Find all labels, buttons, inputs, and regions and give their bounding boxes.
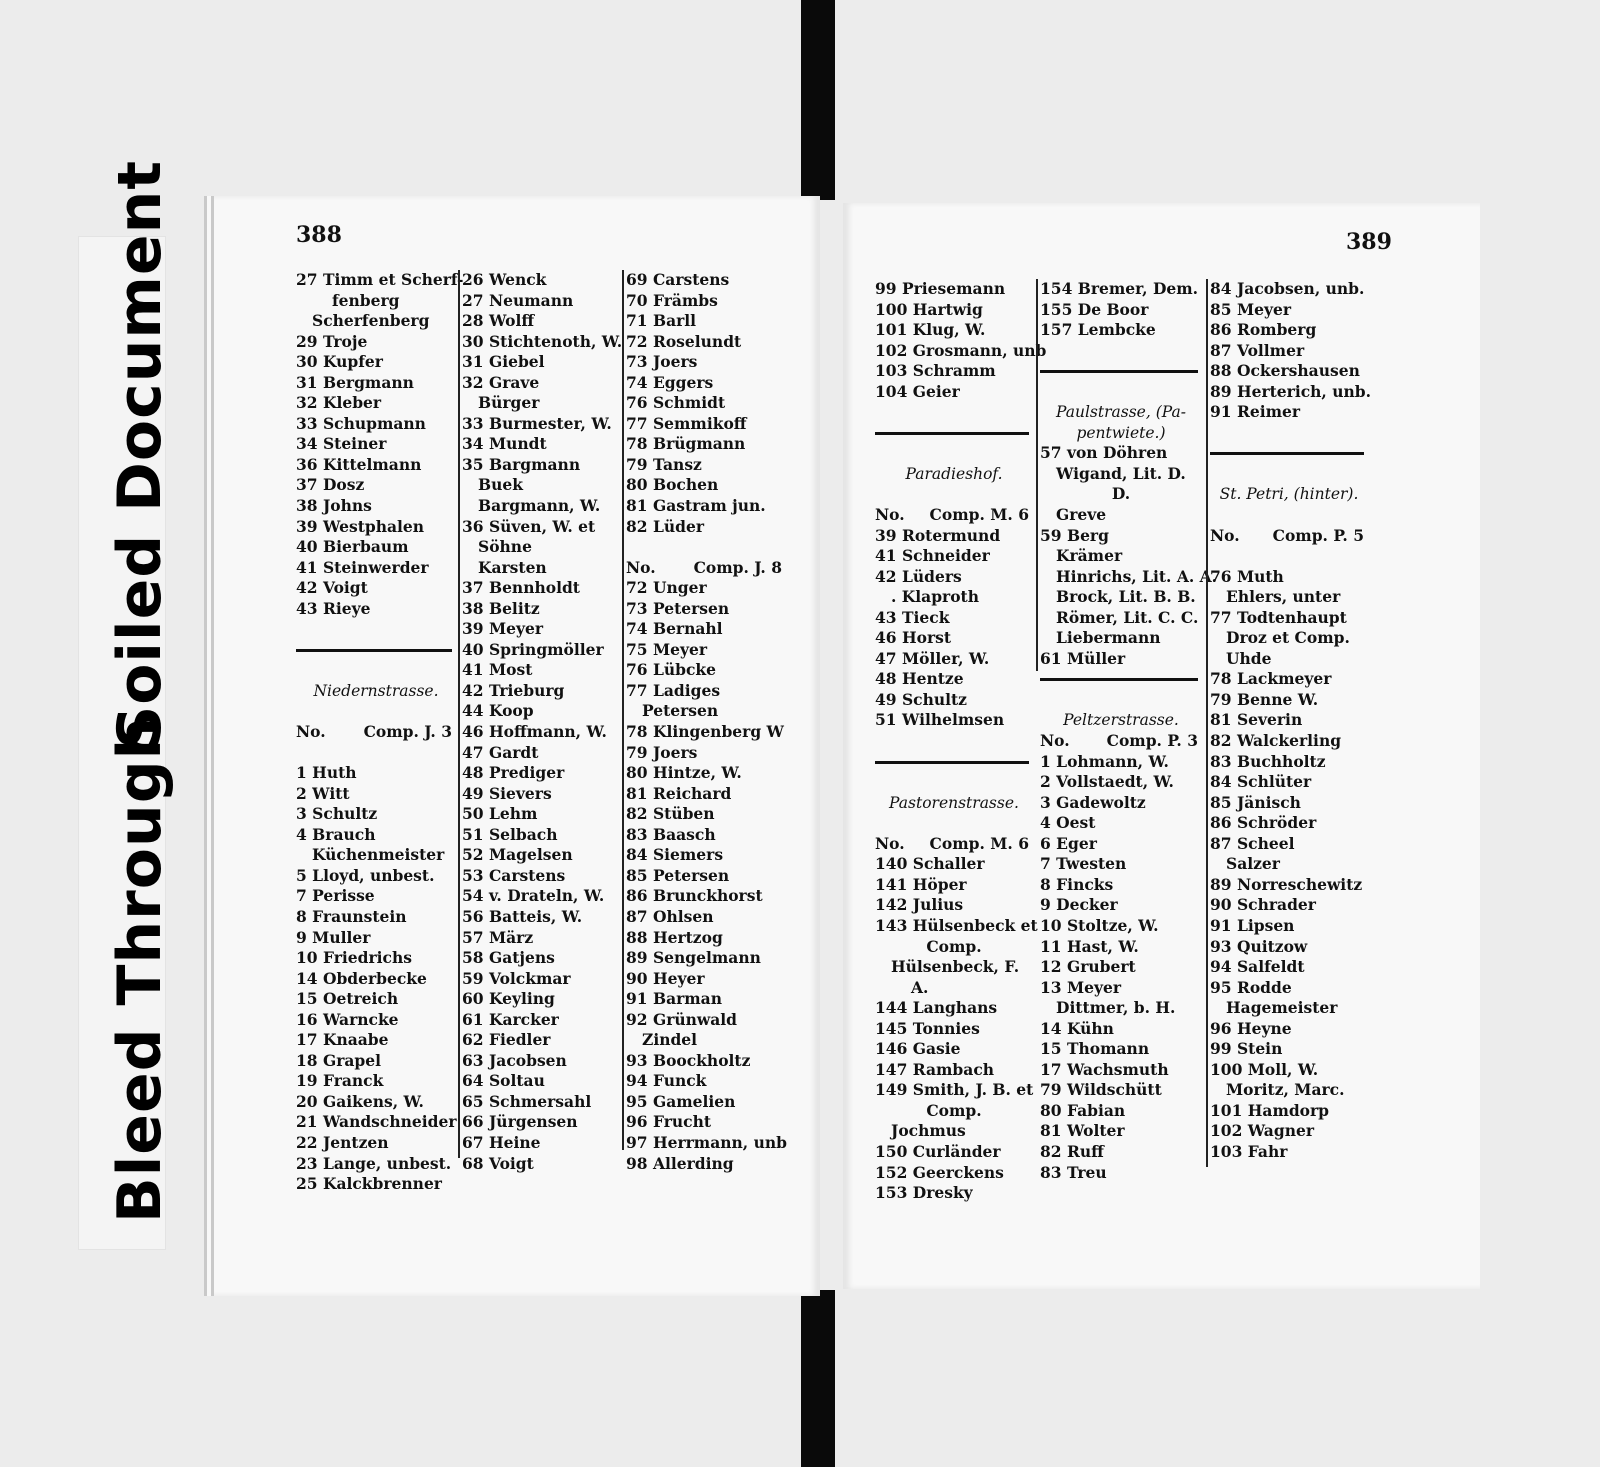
directory-entry: Jochmus — [891, 1121, 966, 1141]
directory-entry: 36 Kittelmann — [296, 454, 422, 474]
directory-entry: fenberg — [332, 290, 400, 310]
page-number-right: 389 — [1346, 229, 1392, 255]
directory-entry: 83 Buchholtz — [1210, 751, 1326, 771]
directory-entry: 58 Gatjens — [462, 948, 555, 968]
directory-entry: 67 Heine — [462, 1132, 541, 1152]
directory-entry: 78 Klingenberg W — [626, 722, 784, 742]
directory-entry: 99 Stein — [1210, 1039, 1283, 1059]
directory-entry: 60 Keyling — [462, 989, 555, 1009]
directory-entry: 94 Funck — [626, 1071, 707, 1091]
directory-entry: Bürger — [478, 393, 540, 413]
directory-entry: 44 Koop — [462, 701, 534, 721]
directory-entry: 6 Eger — [1040, 833, 1097, 853]
directory-entry: 40 Bierbaum — [296, 537, 409, 557]
directory-entry: 81 Gastram jun. — [626, 496, 766, 516]
directory-entry: 27 Timm et Scherf- — [296, 270, 464, 289]
column-divider — [622, 270, 624, 1150]
book-gutter-bottom — [801, 1290, 835, 1467]
directory-entry: Buek — [478, 475, 523, 495]
section-rule — [1210, 443, 1368, 464]
directory-entry: 15 Thomann — [1040, 1039, 1150, 1059]
spacer — [875, 772, 1033, 793]
spacer — [1040, 382, 1202, 403]
directory-entry: 152 Geerckens — [875, 1162, 1004, 1182]
directory-entry: 91 Barman — [626, 989, 722, 1009]
directory-entry: Hülsenbeck, F. — [891, 957, 1020, 977]
directory-entry: Küchenmeister — [312, 845, 445, 865]
section-header-row — [1040, 731, 1202, 752]
directory-entry: 76 Schmidt — [626, 393, 726, 413]
directory-entry: 87 Vollmer — [1210, 340, 1305, 360]
section-header-row — [875, 834, 1033, 855]
book-gutter-top — [801, 0, 835, 200]
directory-entry: 93 Quitzow — [1210, 936, 1308, 956]
directory-entry: 102 Grosmann, unb — [875, 340, 1047, 360]
section-rule — [1040, 669, 1202, 690]
directory-entry: 141 Höper — [875, 874, 967, 894]
directory-entry: 103 Fahr — [1210, 1141, 1288, 1161]
directory-entry: 29 Troje — [296, 331, 368, 351]
directory-entry: 54 v. Drateln, W. — [462, 886, 605, 906]
directory-entry: 89 Norreschewitz — [1210, 874, 1363, 894]
directory-entry: 82 Stüben — [626, 804, 715, 824]
directory-entry: 96 Heyne — [1210, 1018, 1292, 1038]
directory-entry: 81 Wolter — [1040, 1121, 1125, 1141]
street-heading: Paradieshof. — [905, 464, 1003, 483]
directory-entry: 9 Muller — [296, 927, 371, 947]
directory-entry: 33 Burmester, W. — [462, 413, 612, 433]
directory-entry: 86 Schröder — [1210, 813, 1317, 833]
directory-entry: Dittmer, b. H. — [1056, 998, 1176, 1018]
directory-entry: 3 Schultz — [296, 804, 378, 824]
directory-entry: 89 Sengelmann — [626, 948, 761, 968]
directory-entry: 39 Westphalen — [296, 516, 425, 536]
directory-entry: 68 Voigt — [462, 1153, 534, 1173]
directory-entry: 27 Neumann — [462, 290, 574, 310]
directory-entry: 1 Huth — [296, 763, 357, 783]
header-no-label: No. — [875, 833, 905, 853]
directory-entry: 90 Heyer — [626, 968, 705, 988]
directory-entry: 103 Schramm — [875, 361, 996, 381]
street-heading: Pastorenstrasse. — [889, 793, 1019, 812]
directory-entry: Bargmann, W. — [478, 496, 601, 516]
directory-entry: 75 Meyer — [626, 639, 708, 659]
directory-entry: 101 Hamdorp — [1210, 1100, 1330, 1120]
directory-entry: 25 Kalckbrenner — [296, 1174, 442, 1194]
directory-entry: 92 Grünwald — [626, 1009, 738, 1029]
directory-entry: Krämer — [1056, 546, 1123, 566]
directory-entry: 36 Süven, W. et — [462, 516, 596, 536]
directory-entry: 40 Springmöller — [462, 639, 604, 659]
directory-entry: 48 Prediger — [462, 763, 565, 783]
directory-entry: 82 Walckerling — [1210, 731, 1342, 751]
directory-entry: 14 Kühn — [1040, 1018, 1114, 1038]
right-column-2 — [1040, 279, 1218, 1183]
directory-entry: 79 Joers — [626, 742, 698, 762]
directory-entry: 101 Klug, W. — [875, 320, 986, 340]
directory-entry: 97 Herrmann, unb — [626, 1132, 787, 1152]
street-heading: Niedernstrasse. — [313, 681, 439, 700]
directory-entry: 15 Oetreich — [296, 989, 399, 1009]
spacer — [1210, 546, 1368, 567]
directory-entry: Scherfenberg — [312, 311, 430, 331]
spacer — [1210, 505, 1368, 526]
directory-entry: 32 Grave — [462, 372, 540, 392]
directory-entry: 87 Ohlsen — [626, 906, 714, 926]
directory-entry: 76 Muth — [1210, 566, 1284, 586]
directory-entry: 20 Gaikens, W. — [296, 1091, 424, 1111]
directory-entry: 84 Jacobsen, unb. — [1210, 279, 1365, 298]
directory-entry: 88 Ockershausen — [1210, 361, 1360, 381]
directory-entry: 102 Wagner — [1210, 1121, 1314, 1141]
right-page — [843, 203, 1480, 1289]
directory-entry: 41 Most — [462, 660, 533, 680]
directory-entry: 37 Bennholdt — [462, 578, 580, 598]
directory-entry: 19 Franck — [296, 1071, 384, 1091]
directory-entry: 70 Främbs — [626, 290, 718, 310]
directory-entry: 80 Fabian — [1040, 1100, 1126, 1120]
directory-entry: 42 Trieburg — [462, 680, 565, 700]
directory-entry: 147 Rambach — [875, 1059, 995, 1079]
directory-entry: 146 Gasie — [875, 1039, 961, 1059]
right-column-3 — [1210, 279, 1371, 1163]
directory-entry: 74 Eggers — [626, 372, 714, 392]
section-rule — [875, 423, 1033, 444]
archive-stamp — [78, 159, 175, 1250]
directory-entry: 22 Jentzen — [296, 1132, 389, 1152]
spacer — [875, 484, 1033, 505]
directory-entry: 140 Schaller — [875, 854, 985, 874]
directory-entry: 61 Karcker — [462, 1009, 559, 1029]
directory-entry: 71 Barll — [626, 311, 697, 331]
directory-entry: 51 Wilhelmsen — [875, 710, 1005, 730]
directory-entry: 16 Warncke — [296, 1009, 399, 1029]
directory-entry: 53 Carstens — [462, 865, 566, 885]
directory-entry: 62 Fiedler — [462, 1030, 551, 1050]
directory-entry: 9 Decker — [1040, 895, 1118, 915]
directory-entry: 59 Berg — [1040, 525, 1109, 545]
directory-entry: 100 Hartwig — [875, 299, 983, 319]
directory-entry: 43 Rieye — [296, 598, 371, 618]
directory-entry: 42 Voigt — [296, 578, 368, 598]
directory-entry: 52 Magelsen — [462, 845, 573, 865]
directory-entry: 2 Witt — [296, 783, 350, 803]
directory-entry: Uhde — [1226, 648, 1272, 668]
header-company-label: Comp. P. 3 — [1106, 731, 1198, 751]
directory-entry: 96 Frucht — [626, 1112, 712, 1132]
directory-entry: Liebermann — [1056, 628, 1161, 648]
directory-entry: 12 Grubert — [1040, 957, 1136, 977]
directory-entry: 26 Wenck — [462, 270, 547, 289]
directory-entry: 69 Carstens — [626, 270, 730, 289]
directory-entry: 104 Geier — [875, 381, 960, 401]
directory-entry: 41 Schneider — [875, 546, 990, 566]
directory-entry: 94 Salfeldt — [1210, 957, 1305, 977]
directory-entry: 4 Brauch — [296, 824, 376, 844]
header-company-label: Comp. J. 8 — [693, 557, 782, 577]
directory-entry: 39 Meyer — [462, 619, 544, 639]
section-header-row — [875, 505, 1033, 526]
directory-entry: 143 Hülsenbeck et — [875, 915, 1038, 935]
spacer — [296, 660, 456, 681]
spacer — [1040, 690, 1202, 711]
header-company-label: Comp. P. 5 — [1272, 525, 1364, 545]
directory-entry: Hinrichs, Lit. A. A. — [1056, 566, 1218, 586]
directory-entry: Söhne — [478, 537, 532, 557]
section-rule — [296, 640, 456, 661]
directory-entry: 30 Kupfer — [296, 352, 383, 372]
spacer — [626, 537, 786, 558]
spacer — [296, 619, 456, 640]
directory-entry: 1 Lohmann, W. — [1040, 751, 1169, 771]
column-divider — [1036, 279, 1038, 671]
directory-entry: 157 Lembcke — [1040, 320, 1156, 340]
directory-entry: 155 De Boor — [1040, 299, 1149, 319]
header-no-label: No. — [296, 722, 326, 742]
header-no-label: No. — [626, 557, 656, 577]
directory-entry: 30 Stichtenoth, W. — [462, 331, 623, 351]
directory-entry: 51 Selbach — [462, 824, 558, 844]
section-header-row — [1210, 526, 1368, 547]
directory-entry: 84 Schlüter — [1210, 772, 1312, 792]
directory-entry: 17 Wachsmuth — [1040, 1059, 1169, 1079]
directory-entry: 5 Lloyd, unbest. — [296, 865, 435, 885]
column-divider — [458, 270, 460, 1158]
directory-entry: 35 Bargmann — [462, 454, 581, 474]
directory-entry: 93 Boockholtz — [626, 1050, 751, 1070]
directory-entry: 76 Lübcke — [626, 660, 717, 680]
left-column-3 — [626, 270, 786, 1174]
directory-entry: D. — [1111, 484, 1131, 504]
directory-entry: 142 Julius — [875, 895, 964, 915]
directory-entry: 46 Horst — [875, 628, 952, 648]
directory-entry: 74 Bernahl — [626, 619, 723, 639]
left-page — [204, 196, 820, 1296]
page-number-left: 388 — [296, 222, 342, 248]
spacer — [1040, 341, 1202, 362]
directory-entry: 95 Gamelien — [626, 1091, 736, 1111]
directory-entry: 73 Petersen — [626, 598, 730, 618]
directory-entry: 81 Severin — [1210, 710, 1303, 730]
directory-entry: 38 Johns — [296, 496, 372, 516]
directory-entry: 81 Reichard — [626, 783, 732, 803]
directory-entry: Moritz, Marc. — [1226, 1080, 1345, 1100]
directory-entry: 41 Steinwerder — [296, 557, 429, 577]
stamp-soiled-document: Soiled Document — [105, 159, 175, 749]
directory-entry: 43 Tieck — [875, 607, 950, 627]
directory-entry: 79 Wildschütt — [1040, 1080, 1162, 1100]
directory-entry: 59 Volckmar — [462, 968, 571, 988]
directory-entry: 11 Hast, W. — [1040, 936, 1139, 956]
directory-entry: 78 Lackmeyer — [1210, 669, 1332, 689]
directory-entry: 17 Knaabe — [296, 1030, 389, 1050]
header-company-label: Comp. M. 6 — [929, 505, 1029, 525]
header-no-label: No. — [875, 505, 905, 525]
directory-entry: 84 Siemers — [626, 845, 724, 865]
directory-entry: 154 Bremer, Dem. — [1040, 279, 1199, 298]
directory-entry: 34 Steiner — [296, 434, 387, 454]
directory-entry: 80 Hintze, W. — [626, 763, 742, 783]
section-header-row — [296, 722, 456, 743]
section-rule — [875, 752, 1033, 773]
directory-entry: 31 Giebel — [462, 352, 545, 372]
directory-entry: 39 Rotermund — [875, 525, 1001, 545]
directory-entry: 80 Bochen — [626, 475, 719, 495]
directory-entry: . Klaproth — [891, 587, 979, 607]
directory-entry: 78 Brügmann — [626, 434, 746, 454]
spacer — [875, 731, 1033, 752]
directory-entry: 83 Baasch — [626, 824, 716, 844]
directory-entry: 82 Ruff — [1040, 1141, 1104, 1161]
directory-entry: 28 Wolff — [462, 311, 535, 331]
left-column-1 — [296, 270, 464, 1195]
directory-entry: 90 Schrader — [1210, 895, 1316, 915]
directory-entry: 64 Soltau — [462, 1071, 545, 1091]
directory-entry: 61 Müller — [1040, 648, 1126, 668]
directory-entry: 34 Mundt — [462, 434, 547, 454]
directory-entry: 153 Dresky — [875, 1183, 973, 1203]
directory-entry: 91 Reimer — [1210, 402, 1301, 422]
directory-entry: 37 Dosz — [296, 475, 365, 495]
directory-entry: 8 Fincks — [1040, 874, 1114, 894]
directory-entry: 66 Jürgensen — [462, 1112, 578, 1132]
directory-entry: 23 Lange, unbest. — [296, 1153, 452, 1173]
directory-entry: Greve — [1056, 505, 1107, 525]
right-column-1 — [875, 279, 1047, 1204]
directory-entry: 18 Grapel — [296, 1050, 382, 1070]
directory-entry: 83 Treu — [1040, 1162, 1107, 1182]
spacer — [875, 402, 1033, 423]
directory-entry: 150 Curländer — [875, 1141, 1001, 1161]
directory-entry: Salzer — [1226, 854, 1280, 874]
directory-entry: Wigand, Lit. D. — [1056, 463, 1186, 483]
directory-entry: 32 Kleber — [296, 393, 382, 413]
directory-entry: 7 Perisse — [296, 886, 375, 906]
header-no-label: No. — [1040, 731, 1070, 751]
directory-entry: 10 Stoltze, W. — [1040, 915, 1159, 935]
directory-entry: Petersen — [642, 701, 719, 721]
directory-entry: Römer, Lit. C. C. — [1056, 607, 1199, 627]
directory-entry: 2 Vollstaedt, W. — [1040, 772, 1174, 792]
directory-entry: 145 Tonnies — [875, 1018, 980, 1038]
directory-entry: 91 Lipsen — [1210, 915, 1295, 935]
directory-entry: 82 Lüder — [626, 516, 704, 536]
directory-entry: 72 Unger — [626, 578, 707, 598]
directory-entry: 86 Brunckhorst — [626, 886, 763, 906]
spacer — [875, 443, 1033, 464]
directory-entry: 77 Todtenhaupt — [1210, 607, 1347, 627]
directory-entry: 85 Meyer — [1210, 299, 1292, 319]
directory-entry: 65 Schmersahl — [462, 1091, 592, 1111]
stamp-bleed-through: Bleed Through — [105, 715, 175, 1223]
directory-entry: Droz et Comp. — [1226, 628, 1350, 648]
directory-entry: 38 Belitz — [462, 598, 540, 618]
directory-entry: 47 Möller, W. — [875, 648, 990, 668]
directory-entry: 63 Jacobsen — [462, 1050, 567, 1070]
directory-entry: 79 Benne W. — [1210, 689, 1319, 709]
column-divider — [1206, 279, 1208, 1167]
directory-entry: 77 Semmikoff — [626, 413, 747, 433]
directory-entry: 8 Fraunstein — [296, 906, 407, 926]
directory-entry: 3 Gadewoltz — [1040, 792, 1146, 812]
directory-entry: Ehlers, unter — [1226, 587, 1341, 607]
section-header-row — [626, 558, 786, 579]
directory-entry: 4 Oest — [1040, 813, 1096, 833]
directory-entry: 13 Meyer — [1040, 977, 1122, 997]
directory-entry: 95 Rodde — [1210, 977, 1292, 997]
spacer — [296, 743, 456, 764]
street-heading: pentwiete.) — [1076, 423, 1166, 442]
directory-entry: 57 März — [462, 927, 534, 947]
directory-entry: 7 Twesten — [1040, 854, 1127, 874]
directory-entry: 49 Schultz — [875, 689, 967, 709]
directory-entry: Karsten — [478, 557, 547, 577]
left-column-2 — [462, 270, 624, 1174]
directory-entry: Comp. — [926, 1100, 982, 1120]
directory-entry: 99 Priesemann — [875, 279, 1006, 298]
directory-entry: 10 Friedrichs — [296, 948, 412, 968]
header-company-label: Comp. M. 6 — [929, 833, 1029, 853]
street-heading: St. Petri, (hinter). — [1219, 485, 1359, 504]
directory-entry: 14 Obderbecke — [296, 968, 427, 988]
directory-entry: 149 Smith, J. B. et — [875, 1080, 1034, 1100]
street-heading: Peltzerstrasse. — [1063, 711, 1179, 730]
directory-entry: 86 Romberg — [1210, 320, 1317, 340]
directory-entry: 47 Gardt — [462, 742, 539, 762]
directory-entry: Comp. — [926, 936, 982, 956]
directory-entry: 98 Allerding — [626, 1153, 734, 1173]
street-heading: Paulstrasse, (Pa- — [1056, 403, 1186, 422]
header-no-label: No. — [1210, 525, 1240, 545]
directory-entry: 21 Wandschneider — [296, 1112, 457, 1132]
directory-entry: 144 Langhans — [875, 998, 998, 1018]
spacer — [1210, 423, 1368, 444]
spacer — [1210, 464, 1368, 485]
directory-entry: 73 Joers — [626, 352, 698, 372]
directory-entry: Hagemeister — [1226, 998, 1338, 1018]
directory-entry: 50 Lehm — [462, 804, 538, 824]
directory-entry: 100 Moll, W. — [1210, 1059, 1319, 1079]
directory-entry: 85 Jänisch — [1210, 792, 1301, 812]
directory-entry: 46 Hoffmann, W. — [462, 722, 607, 742]
directory-entry: 49 Sievers — [462, 783, 552, 803]
spacer — [875, 813, 1033, 834]
directory-entry: 88 Hertzog — [626, 927, 723, 947]
directory-entry: 31 Bergmann — [296, 372, 414, 392]
directory-entry: 89 Herterich, unb. — [1210, 381, 1371, 401]
directory-entry: Brock, Lit. B. B. — [1056, 587, 1196, 607]
directory-entry: 85 Petersen — [626, 865, 730, 885]
directory-entry: 57 von Döhren — [1040, 443, 1168, 463]
header-company-label: Comp. J. 3 — [363, 722, 452, 742]
directory-entry: 48 Hentze — [875, 669, 964, 689]
directory-entry: 77 Ladiges — [626, 680, 721, 700]
directory-entry: 33 Schupmann — [296, 413, 426, 433]
directory-entry: 56 Batteis, W. — [462, 906, 583, 926]
directory-entry: A. — [911, 977, 929, 997]
directory-entry: 72 Roselundt — [626, 331, 742, 351]
section-rule — [1040, 361, 1202, 382]
directory-entry: Zindel — [642, 1030, 698, 1050]
directory-entry: 42 Lüders — [875, 566, 962, 586]
directory-entry: 79 Tansz — [626, 454, 702, 474]
directory-entry: 87 Scheel — [1210, 833, 1295, 853]
spacer — [296, 701, 456, 722]
